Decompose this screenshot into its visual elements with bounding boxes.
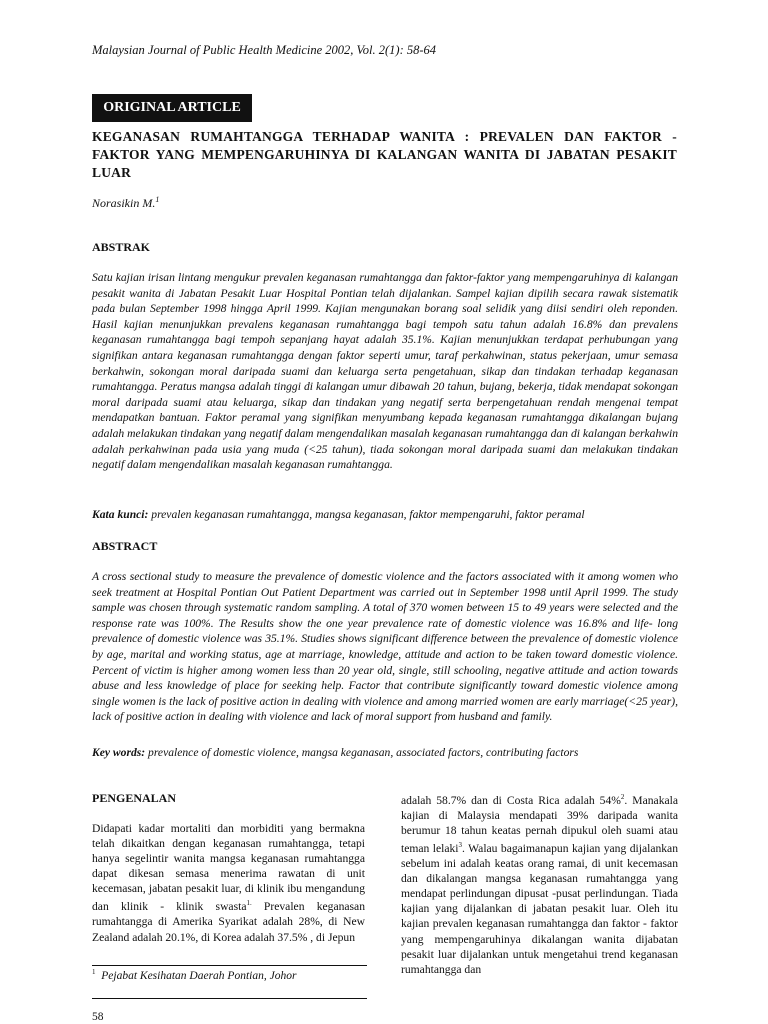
author-name: Norasikin M. bbox=[92, 196, 156, 210]
key-words-label: Key words: bbox=[92, 746, 146, 759]
author-affiliation-mark: 1 bbox=[155, 195, 160, 204]
abstrak-body: Satu kajian irisan lintang mengukur prevalen keganasan rumahtangga dan faktor-faktor yang mempengaruhinya di kalangan pesakit wanita di Jabatan Pesakit Luar Hospital Pontian telah dijalankan. Sampel kajian dipilih secara rawak sistematik pada bulan September 1998 hingga April 1999. Kajian mengunakan borang soal selidik yang diisi sendiri oleh reponden. Hasil kajian menunjukkan prevalens keganasan rumahtangga bagi tempoh satu tahun adalah 16.8% dan prevalens keganasan rumahtangga bagi tempoh sepanjang hayat adalah 35.1%. Kajian menunjukkan terdapat perhubungan yang signifikan antara keganasan rumahtangga dengan faktor seperti umur, taraf perkahwinan, status pekerjaan, umur semasa berkahwin, sokongan moral daripada suami dan keluarga serta pengetahuan, sikap dan tindakan terhadap keganasan rumahtangga. Peratus mangsa adalah tinggi di kalangan umur dibawah 20 tahun, bujang, bekerja, tidak mendapat sokongan moral daripada suami atau keluarga, sikap dan tindakan yang negatif serta berpengetahuan rendah mengenai tempat mendapatkan bantuan. Faktor peramal yang signifikan menyumbang kepada keganasan rumahtangga dikalangan bujang adalah melakukan tindakan yang negatif dalam mengendalikan masalah keganasan rumahtangga dan di kalangan berkahwin adalah perkahwinan pada usia yang muda (<25 tahun), tiada sokongan moral daripada suami dan melakukan tindakan negatif dalam mengendalikan masalah keganasan rumahtangga. bbox=[92, 271, 678, 472]
kata-kunci bbox=[92, 508, 678, 521]
footer-separator bbox=[92, 998, 367, 999]
citation-2: 2 bbox=[620, 793, 625, 801]
footnote-mark: 1 bbox=[92, 968, 96, 976]
kata-kunci-text: prevalen keganasan rumahtangga, mangsa keganasan, faktor mempengaruhi, faktor peramal bbox=[148, 508, 585, 521]
article-title: KEGANASAN RUMAHTANGGA TERHADAP WANITA : PREVALEN DAN FAKTOR - FAKTOR YANG MEMPENGARUHINYA DI KALANGAN WANITA DI JABATAN PESAKIT LUAR bbox=[92, 129, 677, 180]
article-type-badge: ORIGINAL ARTICLE bbox=[92, 94, 252, 122]
author-line bbox=[92, 195, 159, 211]
key-words-text: prevalence of domestic violence, mangsa keganasan, associated factors, contributing factors bbox=[145, 746, 579, 759]
citation-3: 3 bbox=[458, 841, 463, 850]
page-number: 58 bbox=[92, 1011, 104, 1023]
pengenalan-right-text-cont: . Manakala kajian di Malaysia mendapati 39% daripada wanita berumur 18 tahun keatas pernah dipukul oleh suami atau teman lelaki bbox=[401, 793, 678, 855]
journal-citation: Malaysian Journal of Public Health Medicine 2002, Vol. 2(1): 58-64 bbox=[92, 43, 437, 57]
footnote bbox=[92, 968, 296, 982]
footnote-separator bbox=[92, 965, 367, 966]
pengenalan-right-text-end: . Walau bagaimanapun kajian yang dijalankan sebelum ini adalah keatas orang ramai, di unit kecemasan dan dikalangan mangsa keganasan rumahtangga yang mendapat perlindungan dipusat -pusat perlindungan. Tiada kajian yang dijalankan di jabatan pesakit luar. Oleh itu kajian prevalen keganasan rumahtangga dan faktor - faktor yang mempengaruhinya dikalangan wanita dijabatan pesakit luar dijalankan untuk mengetahui trend keganasan rumahtangga dan bbox=[401, 842, 679, 976]
pengenalan-right-text: adalah 58.7% dan di Costa Rica adalah 54% bbox=[401, 793, 621, 807]
pengenalan-left-text: Didapati kadar mortaliti dan morbiditi yang bermakna telah dikaitkan dengan keganasan rumahtangga, tetapi hanya segelintir wanita mangsa keganasan rumahtangga dapat dikesan semasa menerima rawatan di unit kecemasan, jabatan pesakit luar, di klinik ibu mengandung dan klinik - klinik swasta bbox=[92, 822, 365, 914]
pengenalan-left-text-cont: Prevalen keganasan rumahtangga di Amerika Syarikat adalah 28%, di New Zealand adalah 20.1%, di Korea adalah 37.5% , di Jepun bbox=[92, 900, 365, 944]
key-words bbox=[92, 746, 678, 759]
kata-kunci-label: Kata kunci: bbox=[92, 508, 149, 521]
abstrak-heading: ABSTRAK bbox=[92, 240, 151, 254]
abstract-body: A cross sectional study to measure the prevalence of domestic violence and the factors associated with it among women who seek treatment at Hospital Pontian Out Patient Department was carried out in September 1998 until April 1999. The study sample was chosen through systematic random sampling. A total of 370 women between 15 to 49 years were selected and the response rate was 100%. The Results show the one year prevalence rate of domestic violence was 16.8% and life- long prevalence of domestic violence was 35.1%. Studies shows significant difference between the prevalence of domestic violence by age, marital and working status, age at marriage, knowledge, attitude and action to be taken toward domestic violence. Percent of victim is higher among women less than 20 year old, single, still schooling, negative attitude and action towards abuse and less knowledge of place for seeking help. Factor that contribute significantly toward domestic violence among single women is the lack of positive action in dealing with violence and among married women are early marriage(<25 year), lack of positive action in dealing with violence and lack of moral support from husband and family. bbox=[92, 570, 678, 724]
footnote-text: Pejabat Kesihatan Daerah Pontian, Johor bbox=[101, 969, 297, 982]
citation-1: 1. bbox=[246, 899, 252, 908]
pengenalan-heading: PENGENALAN bbox=[92, 791, 177, 805]
pengenalan-left-column bbox=[92, 821, 365, 945]
abstract-heading: ABSTRACT bbox=[92, 539, 158, 553]
pengenalan-right-column bbox=[401, 790, 678, 977]
